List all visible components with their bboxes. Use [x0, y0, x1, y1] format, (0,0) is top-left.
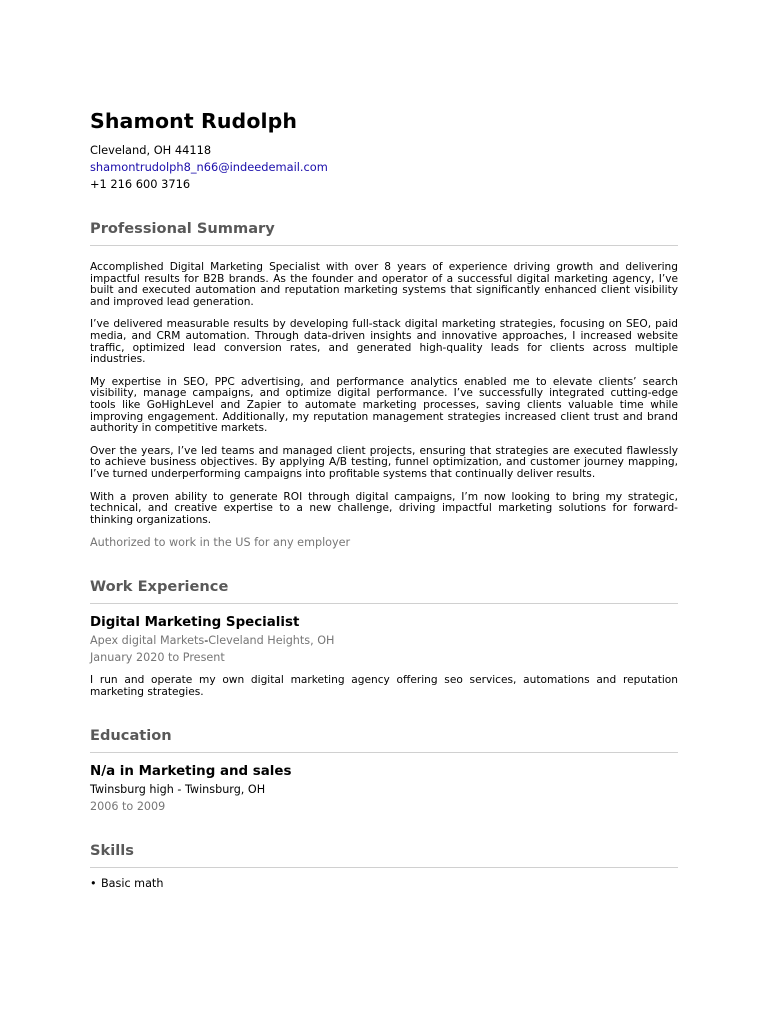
job-company-line [90, 632, 678, 649]
candidate-location: Cleveland, OH 44118 [90, 143, 212, 157]
resume-header [90, 108, 678, 193]
job-company: Apex digital Markets [90, 634, 205, 648]
candidate-phone: +1 216 600 3716 [90, 177, 191, 191]
skills-list [90, 876, 678, 892]
education-section [90, 726, 678, 815]
job-location: Cleveland Heights, OH [208, 634, 335, 648]
resume-content [90, 108, 678, 892]
skills-heading: Skills [90, 841, 678, 868]
work-experience-section [90, 577, 678, 698]
job-entry [90, 614, 678, 698]
summary-heading: Professional Summary [90, 219, 678, 246]
summary-paragraph: My expertise in SEO, PPC advertising, and performance analytics enabled me to elevate clients’ search visibility, manage campaigns, and optimize digital performance. I’ve successfully integrated cutting-edge tools like GoHighLevel and Zapier to automate marketing processes, saving clients valuable time while improving engagement. Additionally, my reputation management strategies increased client trust and brand authority in competitive markets. [90, 375, 678, 435]
skills-section [90, 841, 678, 892]
education-degree: N/a in Marketing and sales [90, 764, 292, 780]
work-authorization: Authorized to work in the US for any employer [90, 536, 351, 550]
education-heading: Education [90, 726, 678, 753]
summary-paragraph: Over the years, I’ve led teams and managed client projects, ensuring that strategies are executed flawlessly to achieve business objectives. By applying A/B testing, funnel optimization, and customer journey mapping, I’ve turned underperforming campaigns into profitable systems that continually deliver results. [90, 444, 678, 480]
job-dates: January 2020 to Present [90, 651, 225, 665]
skill-item [90, 876, 678, 892]
candidate-name: Shamont Rudolph [90, 109, 298, 133]
summary-section [90, 219, 678, 551]
job-description: I run and operate my own digital marketing agency offering seo services, automations and reputation marketing strategies. [90, 674, 678, 699]
bullet-icon: • [90, 877, 97, 891]
job-company-separator: - [204, 634, 209, 648]
summary-paragraph: With a proven ability to generate ROI through digital campaigns, I’m now looking to bring my strategic, technical, and creative expertise to a new challenge, driving impactful marketing solutions for forward-thinking organizations. [90, 490, 678, 526]
job-title: Digital Marketing Specialist [90, 615, 300, 631]
education-school: Twinsburg high - Twinsburg, OH [90, 783, 266, 797]
skill-label: Basic math [101, 877, 164, 891]
candidate-email-link[interactable]: shamontrudolph8_n66@indeedemail.com [90, 160, 328, 174]
summary-paragraph: I’ve delivered measurable results by developing full-stack digital marketing strategies, focusing on SEO, paid media, and CRM automation. Through data-driven insights and innovative approaches, I increased website traffic, optimized lead conversion rates, and generated high-quality leads for clients across multiple industries. [90, 318, 678, 366]
summary-paragraph: Accomplished Digital Marketing Specialist with over 8 years of experience driving growth and delivering impactful results for B2B brands. As the founder and operator of a successful digital marketing agency, I’ve built and executed automation and reputation marketing systems that significantly enhanced client visibility and improved lead generation. [90, 261, 678, 308]
education-entry [90, 763, 678, 815]
work-experience-heading: Work Experience [90, 577, 678, 604]
education-dates: 2006 to 2009 [90, 800, 166, 814]
